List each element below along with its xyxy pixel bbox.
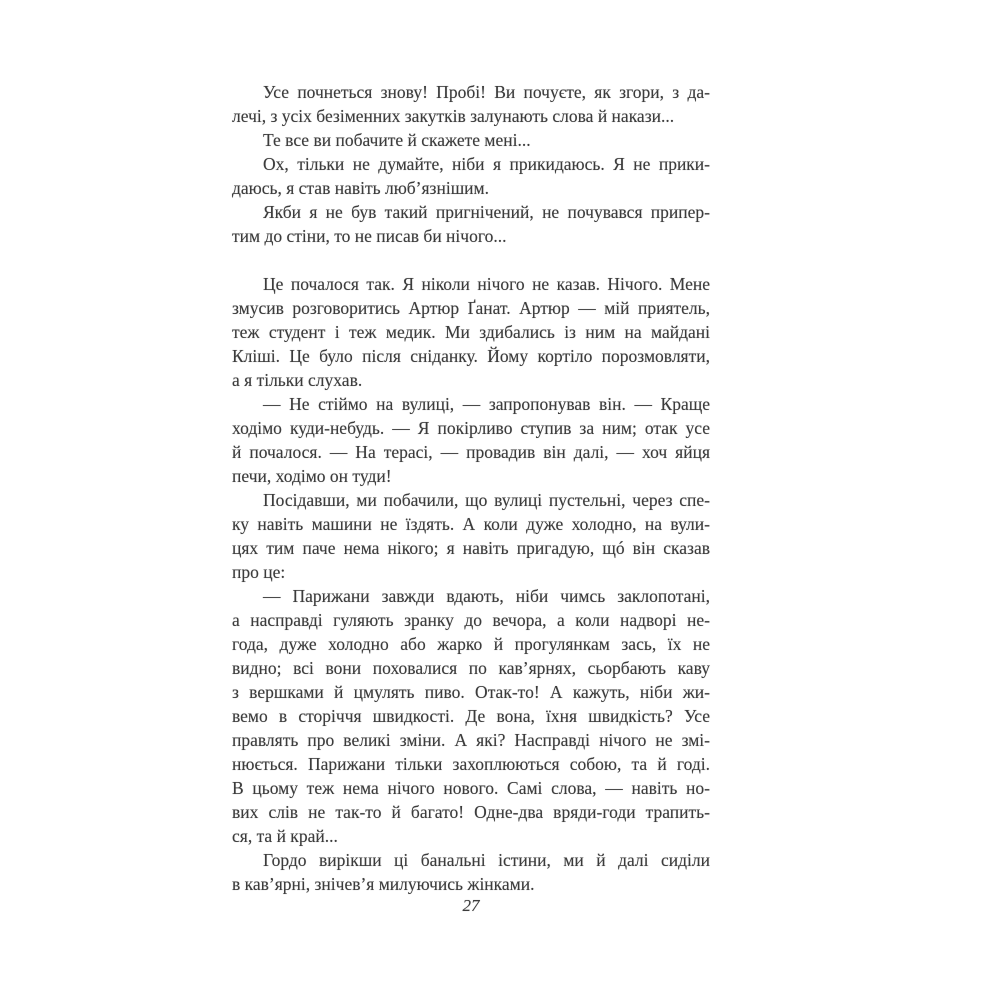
text-line: тим до стіни, то не писав би нічого... xyxy=(232,226,507,246)
text-line: про це: xyxy=(232,562,286,582)
paragraph xyxy=(232,392,710,488)
text-line: — Парижани завжди вдають, ніби чимсь заклопотані, xyxy=(263,586,710,606)
text-line: Те все ви побачите й скажете мені... xyxy=(263,130,531,150)
page-number: 27 xyxy=(462,896,480,915)
paragraph xyxy=(232,272,710,392)
text-line: Гордо вирікши ці банальні істини, ми й далі сиділи xyxy=(263,850,710,870)
text-block xyxy=(232,80,710,896)
text-line: вемо в сторіччя швидкості. Де вона, їхня швидкість? Усе xyxy=(232,706,710,726)
text-line: змусив розговоритись Артюр Ґанат. Артюр — мій приятель, xyxy=(232,298,710,318)
text-line: года, дуже холодно або жарко й прогулянкам зась, їх не xyxy=(232,634,710,654)
text-line: Усе почнеться знову! Пробі! Ви почуєте, як згори, з да- xyxy=(263,82,710,102)
text-line: ходімо куди-небудь. — Я покірливо ступив за ним; отак усе xyxy=(232,418,710,438)
section-1 xyxy=(232,80,710,248)
paragraph xyxy=(232,200,710,248)
text-line: а я тільки слухав. xyxy=(232,370,363,390)
text-line: ку навіть машини не їздять. А коли дуже холодно, на вули- xyxy=(232,514,710,534)
text-line: теж студент і теж медик. Ми здибались із ним на майдані xyxy=(232,322,710,342)
text-line: видно; всі вони поховалися по кав’ярнях, сьорбають каву xyxy=(232,658,710,678)
text-line: цях тим паче нема нікого; я навіть пригадую, щó він сказав xyxy=(232,538,710,558)
text-line: а насправді гуляють зранку до вечора, а коли надворі не- xyxy=(232,610,710,630)
text-line: Ох, тільки не думайте, ніби я прикидаюсь. Я не прики- xyxy=(263,154,710,174)
text-line: Це почалося так. Я ніколи нічого не казав. Нічого. Мене xyxy=(263,274,710,294)
text-line: правлять про великі зміни. А які? Насправді нічого не змі- xyxy=(232,730,710,750)
paragraph xyxy=(232,848,710,896)
text-line: печи, ходімо он туди! xyxy=(232,466,392,486)
section-2 xyxy=(232,272,710,896)
paragraph xyxy=(232,128,710,152)
text-line: й почалося. — На терасі, — провадив він далі, — хоч яйця xyxy=(232,442,710,462)
text-line: Кліші. Це було після сніданку. Йому кортіло порозмовляти, xyxy=(232,346,710,366)
paragraph xyxy=(232,584,710,848)
text-line: з вершками й цмулять пиво. Отак-то! А кажуть, ніби жи- xyxy=(232,682,710,702)
paragraph xyxy=(232,488,710,584)
paragraph xyxy=(232,152,710,200)
text-line: ся, та й край... xyxy=(232,826,338,846)
paragraph xyxy=(232,80,710,128)
text-line: Посідавши, ми побачили, що вулиці пустельні, через спе- xyxy=(263,490,710,510)
text-line: Якби я не був такий пригнічений, не почувався припер- xyxy=(263,202,710,222)
text-line: лечі, з усіх безіменних закутків залунають слова й накази... xyxy=(232,106,675,126)
text-line: В цьому теж нема нічого нового. Самі слова, — навіть но- xyxy=(232,778,710,798)
text-line: в кав’ярні, знічев’я милуючись жінками. xyxy=(232,874,535,894)
text-line: вих слів не так-то й багато! Одне-два вряди-годи трапить- xyxy=(232,802,710,822)
text-line: — Не стіймо на вулиці, — запропонував він. — Краще xyxy=(263,394,710,414)
text-line: даюсь, я став навіть люб’язнішим. xyxy=(232,178,489,198)
text-line: нюється. Парижани тільки захоплюються собою, та й годі. xyxy=(232,754,710,774)
